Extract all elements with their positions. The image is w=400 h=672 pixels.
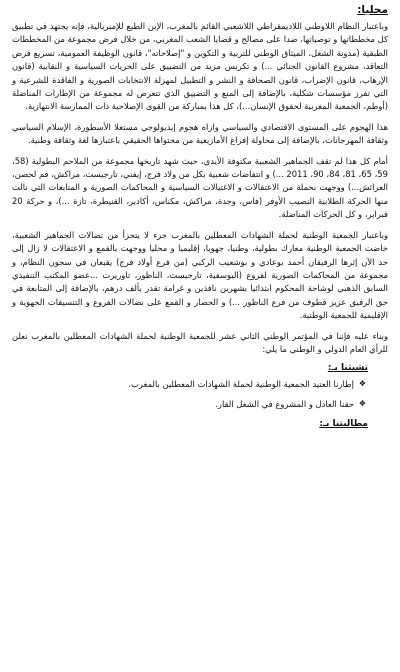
subheading-mutalaba: مطالبتنا بـ: xyxy=(319,419,368,430)
bullet-icon: ❖ xyxy=(358,399,366,409)
paragraph-ideological-attack: هذا الهجوم على المستوى الاقتصادي والسياسي وازاه هجوم إيديولوجي مستغلا الأسطورة، الإسلام السياسي وثقافة المهرجانات، بالإضافة إلى محاولة إفراغ الأمازيغية من محتواها الحقيقي باعتبارها لغة وثقافة وطنية. xyxy=(12,121,388,146)
paragraph-regime: وباعتبار النظام اللاوطني اللاديمقراطي اللاشعبي القائم بالمغرب، الإبن الطيع للإمبريالية، فإنه يجتهد في تطبيق كل مخططاتها و توصياتها، ضدا على مصالح و قضايا الشعب المغربي، من خلال فرض مجموعة من المخططات الطبقية (مدونة الشغل، الميثاق الوطني للتربية و التكوين و "إصلاحاته"، قانون الوظيفة العمومية، تسريع فرض التعاقد، مشروع القانون الجنائي ...) و تكريس مزيد من التضييق على الحريات السياسية و النقابية (قانون الإرهاب، قانون الإضراب، قانون الصحافة و النشر و التطبيل لمهزلة الانتخابات الصورية و الفاقدة للشرعية و التي تفرز مؤسسات شكلية، بالإضافة إلى المنع و التضييق الذي تتعرض له مجموعة من الإطارات المناضلة (أوطم، الجمعية المغربية لحقوق الإنسان...)، كل هذا بمباركة من القوى الإصلاحية ذات الممارسة الانتهازية. xyxy=(12,21,388,112)
tashabuth-list xyxy=(12,377,388,411)
bullet-icon: ❖ xyxy=(358,379,366,389)
list-item xyxy=(12,377,366,391)
list-item xyxy=(12,397,366,411)
list-item-text: حقنا العادل و المشروع في الشغل القار. xyxy=(215,399,354,410)
list-item-text: إطارنا العتيد الجمعية الوطنية لحملة الشهادات المعطلين بالمغرب. xyxy=(128,379,354,390)
section-heading-local: محليا: xyxy=(357,4,388,16)
paragraph-congress-declaration: وبناء عليه فإننا في المؤتمر الوطني الثاني عشر للجمعية الوطنية لحملة الشهادات المعطلين بالمغرب نعلن للرأي العام الدولي و الوطني ما يلي: xyxy=(12,330,388,354)
subheading-tashabuth: تشبثنا بـ: xyxy=(327,363,368,374)
paragraph-popular-uprisings: أمام كل هذا لم تقف الجماهير الشعبية مكتوفة الأيدي، حيث شهد تاريخها مجموعة من الملاحم البطولية (58، 59، 65، 81، 84، 90، 2011 ...) و انتفاضات شعبية بكل من ولاد فرج، إيفني، تارجيست، مراكش، فم لحصن، العرائش...) ووجهت بحملة من الاعتقالات و الاغتيالات السياسية و المحاكمات الصورية و المتابعات التي نالت منها الحركة الطلابية النصيب الأوفر (فاس، وجدة، مراكش، مكناس، أكادير، القنيطرة، تازة ...)، و حركة 20 فبراير، و كل الحركات المناضلة. xyxy=(12,155,388,220)
paragraph-association-struggles: وباعتبار الجمعية الوطنية لحملة الشهادات المعطلين بالمغرب جزء لا يتجزأ من نضالات الجماهير الشعبية، خاضت الجمعية الوطنية معارك بطولية، وطنيا، جهويا، إقليميا و محليا ووجهت بالقمع و الاعتقالات لا زال إلى حد الآن إثرها الرفيقان أحمد بوعادي و بوشعيب الركبي (من فرع أولاد فرج) يقبعان في سجون النظام، و مجموعة من المحاكمات الصورية لفروع (اليوسفية، تارجيست، الناظور، تاوريرت ...عضو المكتب التنفيذي السابق الذهبي لوشاحة المحكوم ابتدائيا بشهرين نافذين و غرامة تقدر بألف درهم، بالإضافة إلى المتابعة في حق الرفيق عزيز قطوف من فرع الناظور ...) و الحصار و القمع على نضالات الفروع و التنسيقات الجهوية و الإقليمية للجمعية الوطنية. xyxy=(12,229,388,321)
